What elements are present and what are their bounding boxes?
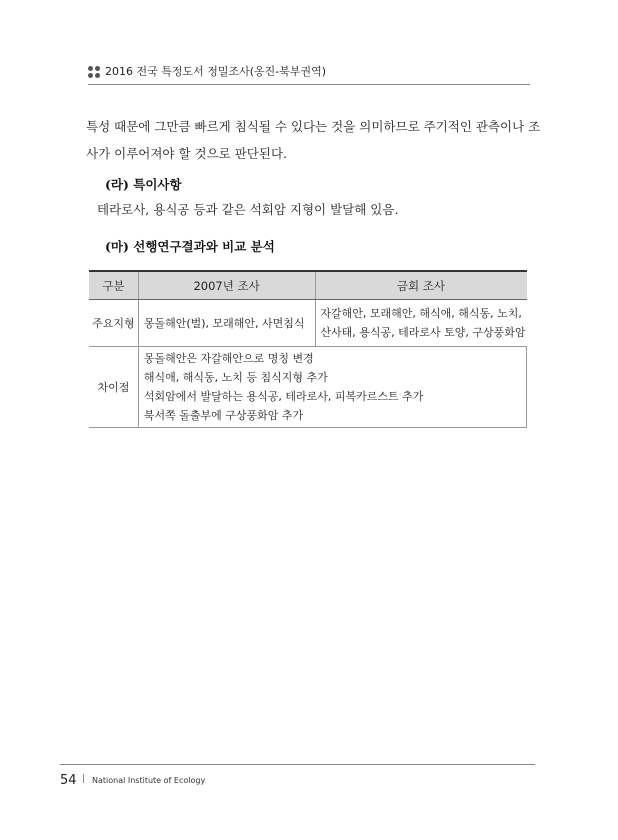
row-label: 주요지형 xyxy=(89,300,138,347)
table-header-cell: 2007년 조사 xyxy=(138,271,316,300)
paragraph-line: 특성 때문에 그만큼 빠르게 침식될 수 있다는 것을 의미하므로 주기적인 관측이나 조 xyxy=(86,119,541,134)
cell-line: 몽돌해안은 자갈해안으로 명칭 변경 xyxy=(143,352,314,365)
header-rule xyxy=(88,84,530,85)
institute-name: National Institute of Ecology xyxy=(92,776,206,785)
body-paragraph xyxy=(86,113,541,167)
footer-separator: | xyxy=(82,774,86,784)
table-header-cell: 구분 xyxy=(89,271,138,300)
section-body-ra: 테라로사, 용식공 등과 같은 석회암 지형이 발달해 있음. xyxy=(97,202,399,217)
row-label: 차이점 xyxy=(89,347,138,428)
cell-line: 북서쪽 돌출부에 구상풍화암 추가 xyxy=(143,409,304,422)
table-row xyxy=(89,300,527,347)
header-title: 2016 전국 특정도서 정밀조사(옹진-북부권역) xyxy=(105,65,327,78)
cell-line: 자갈해안, 모래해안, 해식애, 해식동, 노치, xyxy=(320,307,522,320)
table-cell xyxy=(138,347,526,428)
cell-line: 산사태, 용식공, 테라로사 토양, 구상풍화암 xyxy=(320,326,526,339)
footer-rule xyxy=(60,764,535,765)
comparison-table xyxy=(89,270,527,428)
page-footer xyxy=(60,764,535,794)
section-heading-ra: (라) 특이사항 xyxy=(105,177,182,192)
section-heading-ma: (마) 선행연구결과와 비교 분석 xyxy=(105,239,275,254)
table-row xyxy=(89,347,527,428)
bullet-dots-icon xyxy=(88,66,100,78)
table-cell xyxy=(316,300,527,347)
table-header-row xyxy=(89,271,527,300)
table-header-cell: 금회 조사 xyxy=(316,271,527,300)
cell-line: 석회암에서 발달하는 용식공, 테라로사, 피복카르스트 추가 xyxy=(143,390,424,403)
running-header xyxy=(88,62,530,86)
paragraph-line: 사가 이루어져야 할 것으로 판단된다. xyxy=(86,146,287,161)
table-cell: 몽돌해안(벌), 모래해안, 사면침식 xyxy=(138,300,316,347)
page-number: 54 xyxy=(60,773,77,788)
cell-line: 해식애, 해식동, 노치 등 침식지형 추가 xyxy=(143,371,328,384)
